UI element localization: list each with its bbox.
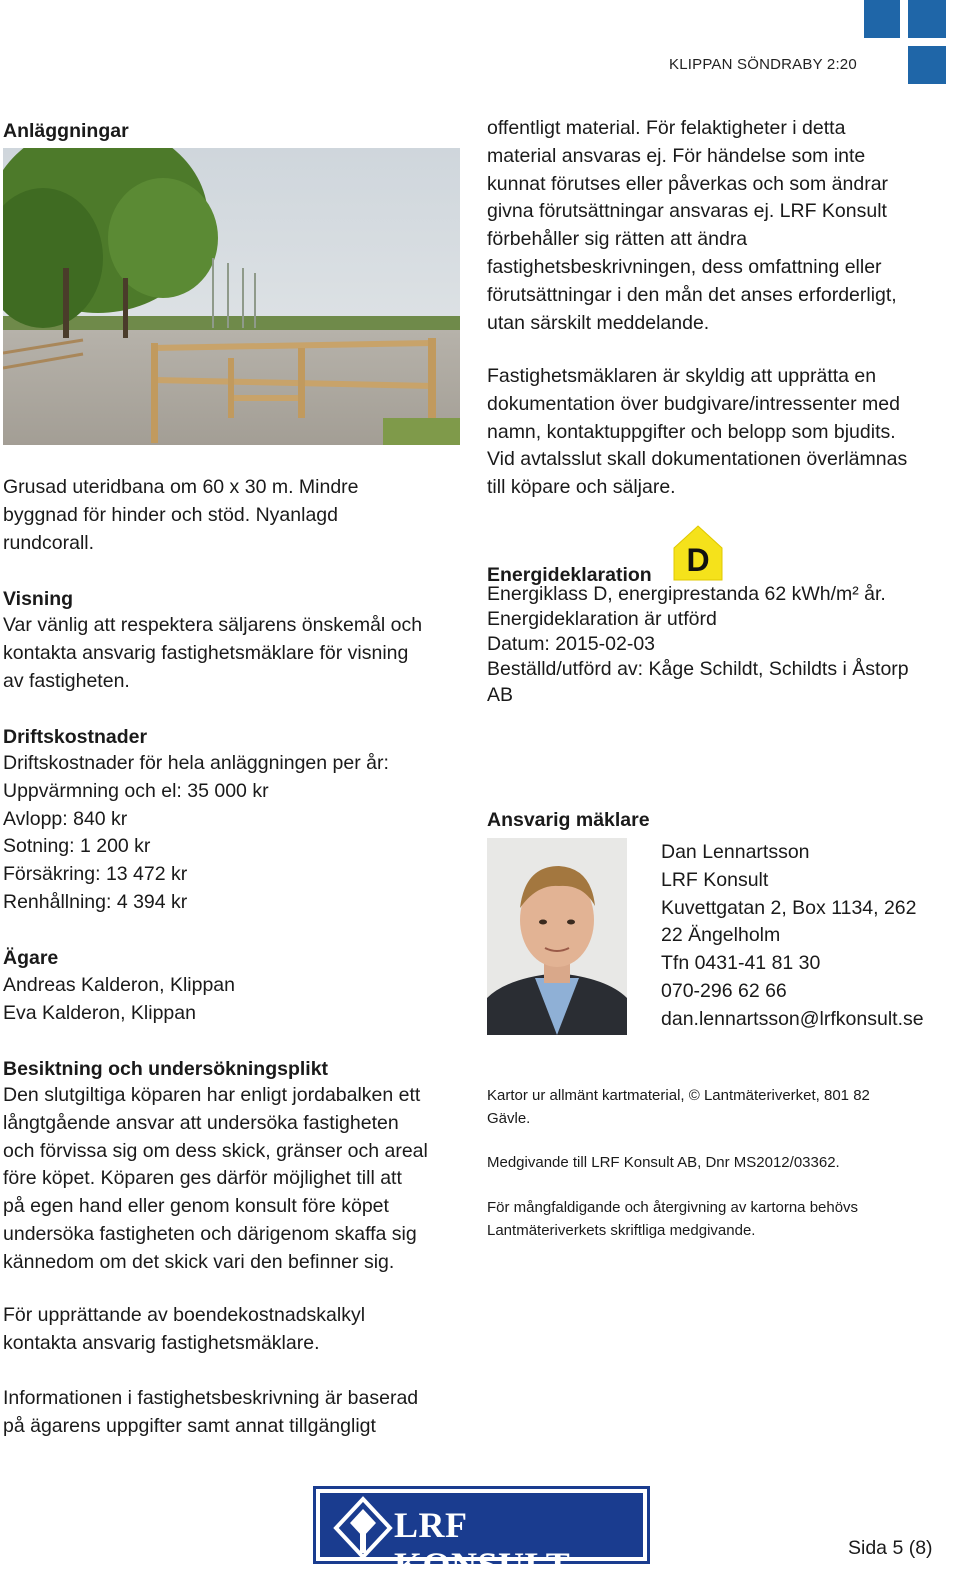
housing-cost-text: För upprättande av boendekostnadskalkyl kontakta ansvarig fastighetsmäklare. bbox=[3, 1304, 366, 1354]
energy-heading: Energideklaration bbox=[487, 564, 652, 586]
energy-line-2: Energideklaration är utförd bbox=[487, 608, 717, 630]
owners-text: Andreas Kalderon, Klippan Eva Kalderon, Klippan bbox=[3, 974, 235, 1024]
agent-portrait bbox=[487, 838, 627, 1035]
brand-square-top-right bbox=[908, 0, 946, 38]
energy-line-4: Beställd/utförd av: Kåge Schildt, Schildts i Åstorp AB bbox=[487, 658, 909, 706]
energy-line-3: Datum: 2015-02-03 bbox=[487, 633, 656, 655]
brand-square-top-left bbox=[864, 0, 900, 38]
lrf-emblem-icon bbox=[328, 1493, 398, 1563]
bid-documentation-text: Fastighetsmäklaren är skyldig att upprätta en dokumentation över budgivare/intressenter med namn, kontaktuppgifter och belopp som bjudits. Vid avtalsslut skall dokumentationen överlämnas till köpare och säljare. bbox=[487, 365, 908, 499]
operating-costs-text: Driftskostnader för hela anläggningen per år: Uppvärmning och el: 35 000 kr Avlopp: 840 kr Sotning: 1 200 kr Försäkring: 13 472 kr Renhållning: 4 394 kr bbox=[3, 752, 389, 913]
logo-text: LRF KONSULT bbox=[394, 1505, 571, 1585]
disclaimer-text: offentligt material. För felaktigheter i detta material ansvaras ej. För händelse som inte kunnat förutses eller påverkas och som ändrar givna förutsättningar ansvaras ej. LRF Konsult förbehåller sig rätten att ändra fastighetsbeskrivningen, dess omfattning eller förutsättningar i den mån det anses erforderligt, utan särskilt meddelande. bbox=[487, 117, 897, 334]
energy-class-letter: D bbox=[686, 542, 710, 578]
owners-heading: Ägare bbox=[3, 947, 59, 969]
page-number: Sida 5 (8) bbox=[848, 1537, 933, 1559]
inspection-heading: Besiktning och undersökningsplikt bbox=[3, 1058, 329, 1080]
inspection-text: Den slutgiltiga köparen har enligt jordabalken ett långtgående ansvar att undersöka fastigheten och förvissa sig om dess skick, gränser och areal före köpet. Köparen ges därför möjlighet till att på egen hand eller genom konsult före köpet undersöka fastigheten och därigenom skaffa sig kännedom om det skick vari den befinner sig. bbox=[3, 1084, 428, 1273]
energy-line-1: Energiklass D, energiprestanda 62 kWh/m² år. bbox=[487, 583, 886, 605]
map-note-1: Kartor ur allmänt kartmaterial, © Lantmäteriverket, 801 82 Gävle. bbox=[487, 1087, 870, 1127]
lrf-konsult-logo bbox=[313, 1486, 650, 1585]
brand-square-bottom bbox=[908, 46, 946, 84]
facilities-caption: Grusad uteridbana om 60 x 30 m. Mindre byggnad för hinder och stöd. Nyanlagd rundcorall. bbox=[3, 476, 359, 554]
viewing-text: Var vänlig att respektera säljarens önskemål och kontakta ansvarig fastighetsmäklare för visning av fastigheten. bbox=[3, 614, 423, 692]
viewing-heading: Visning bbox=[3, 588, 74, 610]
energy-class-badge bbox=[672, 524, 724, 582]
agent-heading: Ansvarig mäklare bbox=[487, 809, 650, 831]
map-note-2: Medgivande till LRF Konsult AB, Dnr MS2012/03362. bbox=[487, 1154, 840, 1171]
facilities-heading: Anläggningar bbox=[3, 120, 129, 142]
operating-costs-heading: Driftskostnader bbox=[3, 726, 148, 748]
map-note-3: För mångfaldigande och återgivning av kartorna behövs Lantmäteriverkets skriftliga medgivande. bbox=[487, 1199, 859, 1239]
property-name: KLIPPAN SÖNDRABY 2:20 bbox=[669, 56, 857, 73]
riding-arena-photo bbox=[3, 148, 460, 445]
agent-contact: Dan Lennartsson LRF Konsult Kuvettgatan 2, Box 1134, 262 22 Ängelholm Tfn 0431-41 81 30 070-296 62 66 dan.lennartsson@lrfkonsult.se bbox=[661, 841, 924, 1030]
info-based-text: Informationen i fastighetsbeskrivning är baserad på ägarens uppgifter samt annat tillgängligt bbox=[3, 1387, 419, 1437]
